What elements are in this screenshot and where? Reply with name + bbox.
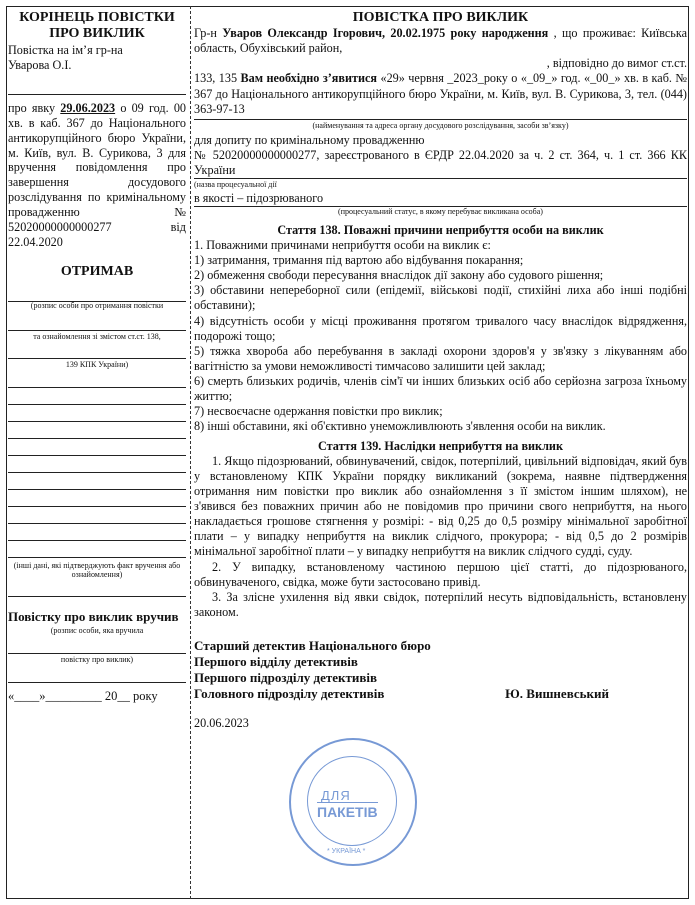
art138-item: 5) тяжка хвороба або перебування в закладі охорони здоров'я у зв'язку з лікуванням або вагітністю за умови неможливості тимчасово залишити цей заклад; xyxy=(194,343,687,373)
art138-item: 3) обставини непереборної сили (епідемії, військові події, стихійні лиха або інші подібні обставини); xyxy=(194,283,687,313)
caption-status-2: (процесуальний статус, в якому перебуває викликана особа) xyxy=(338,207,543,217)
art138-item: 4) відсутність особи у місці проживання протягом тривалого часу внаслідок відрядження, подорожі тощо; xyxy=(194,313,687,343)
caption-handed-2: повістку про виклик) xyxy=(60,654,134,664)
caption-familiar-1: та ознайомлення зі змістом ст.ст. 138, xyxy=(33,331,161,341)
other-line-10 xyxy=(8,527,186,541)
stub-blank-line xyxy=(8,81,186,95)
stub-column xyxy=(8,10,186,704)
handed-label: Повістку про виклик вручив xyxy=(8,608,179,624)
summons-address: , що проживає: Київська область, Обухівський район, xyxy=(194,26,688,56)
other-line-2 xyxy=(8,391,186,405)
tear-off-divider xyxy=(190,6,191,899)
stub-received-title: ОТРИМАВ xyxy=(60,263,134,279)
art139-title: Стаття 139. Наслідки неприбуття на виклик xyxy=(318,438,563,453)
other-line-3 xyxy=(8,408,186,422)
summons-articles: 133, 135 xyxy=(194,71,238,86)
stamp-text-top: ДЛЯ xyxy=(321,788,351,803)
caption-familiar-2: 139 КПК України) xyxy=(65,360,129,370)
handed-line-2 xyxy=(8,669,186,683)
caption-handed-1: (розпис особи, яка вручила xyxy=(50,626,144,636)
stamp-text-main: ПАКЕТІВ xyxy=(317,804,378,820)
signer-line-4: Головного підрозділу детективів xyxy=(194,685,385,701)
art139-p2: 2. У випадку, встановленому частиною першою цієї статті, до підозрюваного, обвинуваченого, свідка, може бути застосовано привід. xyxy=(194,559,687,589)
caption-signature: (розпис особи про отримання повістки xyxy=(30,300,164,310)
art138-item: 8) інші обставини, які об'єктивно унеможливлюють з'явлення особи на виклик. xyxy=(194,419,606,434)
signer-line-2: Першого відділу детективів xyxy=(194,653,358,669)
other-line-12 xyxy=(8,583,186,597)
other-line-8 xyxy=(8,493,186,507)
art138-item: 1) затримання, тримання під вартою або відбування покарання; xyxy=(194,253,524,268)
other-line-7 xyxy=(8,476,186,490)
other-line-6 xyxy=(8,459,186,473)
signer-line-3: Першого підрозділу детективів xyxy=(194,669,378,685)
other-line-1 xyxy=(8,374,186,388)
purpose-rule xyxy=(194,178,687,179)
summons-status: в якості – підозрюваного xyxy=(194,190,324,205)
summons-title: ПОВІСТКА ПРО ВИКЛИК xyxy=(352,10,529,25)
art138-item: 7) несвоєчасне одержання повістки про виклик; xyxy=(194,404,443,419)
stub-appearance-text: о 09 год. 00 хв. в каб. 367 до Національного антикорупційного бюро України, м. Київ, вул. В. Сурикова, 3 для вручення повідомлення про завершення досудового розслідування по кримінальному провадженню № 52020000000000277 від 22.04.2020 xyxy=(8,100,187,249)
post-stamp xyxy=(289,738,417,866)
signature-line-2 xyxy=(8,317,186,331)
summons-date-text: «29» червня _2023_року о «_09_» год. «_00_» хв. в каб. № 367 до Національного антикорупційного бюро України, м. Київ, вул. В. Сурикова, 3, тел. (044) 363-97-13 xyxy=(194,71,688,116)
summons-date: 20.06.2023 xyxy=(194,715,249,730)
signer-name: Ю. Вишневський xyxy=(505,685,609,701)
stub-appearance-date: 29.06.2023 xyxy=(60,100,116,115)
signer-block xyxy=(194,638,687,701)
art138-item: 1. Поважними причинами неприбуття особи на виклик є: xyxy=(194,237,491,252)
caption-status: (назва процесуальної дії xyxy=(194,180,277,190)
other-line-5 xyxy=(8,442,186,456)
stamp-ring-text: * УКРАЇНА * xyxy=(327,848,366,855)
summons-purpose-prefix: для допиту по кримінальному провадженню xyxy=(194,132,425,147)
caption-other: (інші дані, які підтверджують факт вручення або ознайомлення) xyxy=(13,561,181,579)
stub-date-line: «____»_________ 20__ року xyxy=(8,688,158,703)
art139-p3: 3. За злісне ухилення від явки свідок, потерпілий несуть відповідальність, встановлену законом. xyxy=(194,589,687,619)
stub-title: КОРІНЕЦЬ ПОВІСТКИ ПРО ВИКЛИК xyxy=(19,10,175,42)
summons-person: Уваров Олександр Ігорович, 20.02.1975 року народження xyxy=(222,26,549,41)
art138-list xyxy=(194,238,687,435)
signer-line-1: Старший детектив Національного бюро xyxy=(194,638,431,654)
summons-must-appear: Вам необхідно з’явитися xyxy=(240,71,378,86)
summons-accordance: , відповідно до вимог ст.ст. xyxy=(546,56,687,71)
art138-item: 2) обмеження свободи пересування внаслідок дії закону або судового рішення; xyxy=(194,268,604,283)
summons-prefix: Гр-н xyxy=(194,26,217,41)
other-line-9 xyxy=(8,510,186,524)
caption-body: (найменування та адреса органу досудового розслідування, засоби зв’язку) xyxy=(312,120,569,130)
other-line-11 xyxy=(8,544,186,558)
stub-summons-prefix: Повістка на ім’я гр-на xyxy=(8,43,123,58)
art138-title: Стаття 138. Поважні причини неприбуття особи на виклик xyxy=(277,222,604,237)
stub-appearance-prefix: про явку xyxy=(8,100,56,115)
signature-line xyxy=(8,288,186,302)
signature-line-3 xyxy=(8,345,186,359)
summons-column xyxy=(194,10,687,731)
body-rule xyxy=(194,119,687,120)
stub-summons-name: Уварова О.І. xyxy=(8,58,72,73)
art138-item: 6) смерть близьких родичів, членів сім'ї чи інших близьких осіб або серйозна загроза їхньому життю; xyxy=(194,374,687,404)
summons-purpose-text: № 52020000000000277, зареєстрованого в ЄРДР 22.04.2020 за ч. 2 ст. 364, ч. 1 ст. 366 КК України xyxy=(194,147,687,177)
other-line-4 xyxy=(8,425,186,439)
art139-p1: 1. Якщо підозрюваний, обвинувачений, свідок, потерпілий, цивільний відповідач, який був у встановленому КПК України порядку викликаний (зокрема, наявне підтвердження отримання ним повістки про виклик або ознайомлення з її змістом іншим шляхом), не з'явився без поважних причин або не повідомив про причини свого неприбуття, на нього накладається грошове стягнення у розмірі: - від 0,25 до 0,5 розміру мінімальної заробітної плати – у випадку неприбуття на виклик слідчого, прокурора; - від 0,5 до 2 розмірів мінімальної заробітної плати – у випадку неприбуття на виклик слідчого судді, суду. xyxy=(194,453,687,559)
handed-line xyxy=(8,640,186,654)
